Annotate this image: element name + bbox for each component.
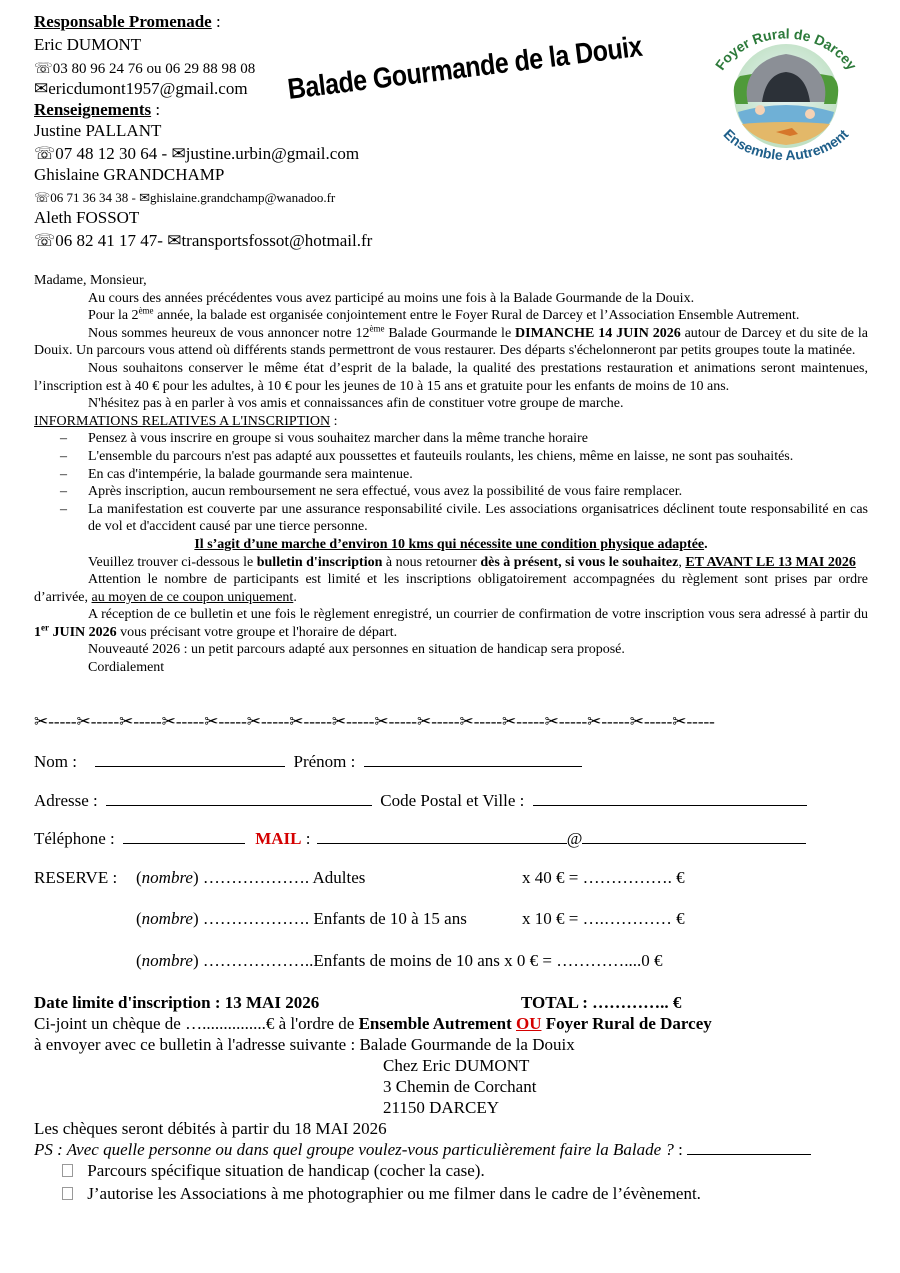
ps-field[interactable] [687,1140,811,1155]
phone-icon: ☏ [34,144,56,163]
adresse-label: Adresse : [34,791,98,810]
handicap-checkbox[interactable] [62,1164,73,1177]
date-limite: Date limite d'inscription : 13 MAI 2026 [34,993,320,1012]
prenom-field[interactable] [364,752,582,767]
checkbox-row [62,1161,485,1181]
envelope-icon: ✉ [171,144,186,163]
condition-notice: Il s’agit d’une marche d’environ 10 kms qui nécessite une condition physique adaptée. [194,536,708,552]
cut-line: ✂-----✂-----✂-----✂-----✂-----✂-----✂-----✂-----✂-----✂-----✂-----✂-----✂-----✂-----✂-----✂----- [34,712,715,731]
page-title: Balade Gourmande de la Douix [285,30,644,107]
nom-row [34,752,582,772]
phone-icon: ☏ [34,61,53,77]
paragraph: Au cours des années précédentes vous avez participé au moins une fois à la Balade Gourmande de la Douix. [88,290,695,306]
reserve-label: RESERVE : [34,868,118,887]
responsable-name: Eric DUMONT [34,35,142,54]
checkbox-label: J’autorise les Associations à me photographier ou me filmer dans le cadre de l’évènement. [87,1184,701,1203]
list-item: – La manifestation est couverte par une assurance responsabilité civile. Les associations organisatrices déclinent toute responsabilité en cas de vol et d'accident causé par une tierce personne. [60,501,868,535]
paragraph: Veuillez trouver ci-dessous le bulletin d'inscription à nous retourner dès à présent, si vous le souhaitez, ET AVANT LE 13 MAI 2026 [88,554,856,570]
reserve-row-youth: (nombre) ………………. Enfants de 10 à 15 ans [136,909,467,928]
paragraph: Pour la 2ème année, la balade est organisée conjointement entre le Foyer Rural de Darcey et l’Association Ensemble Autrement. [88,305,800,324]
checkbox-row [62,1184,701,1204]
ps-question: PS : Avec quelle personne ou dans quel groupe voulez-vous particulièrement faire la Balade ? : [34,1140,811,1160]
paragraph: N'hésitez pas à en parler à vos amis et connaissances afin de constituer votre groupe de marche. [88,396,624,412]
foyer-rural-logo [706,24,866,174]
adresse-field[interactable] [106,791,372,806]
phone-icon: ☏ [34,231,56,250]
info-list [34,430,868,536]
logo-text-top: Foyer Rural de Darcey [711,25,861,73]
cp-ville-field[interactable] [533,791,807,806]
total: TOTAL : ………….. € [521,993,682,1012]
contact-name: Aleth FOSSOT [34,208,140,227]
mail-domain-field[interactable] [582,829,806,844]
adresse-row [34,791,807,811]
checkbox-label: Parcours spécifique situation de handicap (cocher la case). [87,1161,485,1180]
paragraph: Nouveauté 2026 : un petit parcours adapté aux personnes en situation de handicap sera proposé. [88,642,625,658]
cp-label: Code Postal et Ville : [380,791,525,810]
mail-label: MAIL [255,829,302,848]
reserve-price-youth: x 10 € = ….………… € [522,909,685,928]
paragraph: Attention le nombre de participants est limité et les inscriptions obligatoirement accompagnées du règlement sont prises par ordre d’arrivée, au moyen de ce coupon uniquement. [34,572,868,605]
telephone-row: Téléphone : MAIL : @ [34,829,806,849]
nom-field[interactable] [95,752,285,767]
telephone-field[interactable] [123,829,245,844]
contact-line: ☏06 71 36 34 38 - ✉ghislaine.grandchamp@wanadoo.fr [34,190,336,205]
info-heading: INFORMATIONS RELATIVES A L'INSCRIPTION : [34,413,338,429]
logo-graphic [706,24,866,174]
reserve-row-adults: (nombre) ………………. Adultes [136,868,366,887]
phone-icon: ☏ [34,190,51,205]
envelope-icon: ✉ [139,190,151,205]
at-sign: @ [566,829,583,848]
list-item: – Pensez à vous inscrire en groupe si vous souhaitez marcher dans la même tranche horaire [60,431,588,447]
list-item: – L'ensemble du parcours n'est pas adapté aux poussettes et fauteuils roulants, les chiens, même en laisse, ne sont pas souhaités. [60,448,794,464]
paragraph: A réception de ce bulletin et une fois le règlement enregistré, un courrier de confirmation de votre inscription vous sera adressé à partir du 1er JUIN 2026 vous précisant votre groupe et l'horaire de départ. [34,607,868,640]
contact-line: ☏07 48 12 30 64 - ✉justine.urbin@gmail.com [34,144,360,163]
closing: Cordialement [88,660,165,676]
renseignements-heading: Renseignements : [34,100,161,119]
telephone-label: Téléphone : [34,829,115,848]
contact-name: Ghislaine GRANDCHAMP [34,165,225,184]
list-item: – Après inscription, aucun remboursement ne sera effectué, vous avez la possibilité de vous faire remplacer. [60,484,683,500]
contact-name: Justine PALLANT [34,121,162,140]
cheque-line: Ci-joint un chèque de …...............€ à l'ordre de Ensemble Autrement OU Foyer Rural de Darcey [34,1014,712,1033]
send-to: à envoyer avec ce bulletin à l'adresse suivante : Balade Gourmande de la Douix [34,1035,575,1054]
envelope-icon: ✉ [167,231,182,250]
letter-body [34,272,868,677]
contact-line: ☏06 82 41 17 47- ✉transportsfossot@hotmail.fr [34,231,373,250]
paragraph: Nous souhaitons conserver le même état d’esprit de la balade, la qualité des prestations restauration et animations seront maintenues, l’inscription est à 40 € pour les adultes, à 10 € pour les jeunes de 10 à 15 ans et gratuite pour les enfants de moins de 10 ans. [34,360,868,394]
list-item: – En cas d'intempérie, la balade gourmande sera maintenue. [60,466,413,482]
mail-user-field[interactable] [317,829,567,844]
greeting: Madame, Monsieur, [34,273,147,288]
responsable-phones: ☏03 80 96 24 76 ou 06 29 88 98 08 [34,61,256,77]
paragraph: Nous sommes heureux de vous annoncer notre 12ème Balade Gourmande le DIMANCHE 14 JUIN 2026 autour de Darcey et du site de la Douix. Un parcours vous attend où différents stands permettront de vous restaurer. Des départs s'échelonneront par petits groupes toute la matinée. [34,323,869,359]
prenom-label: Prénom : [293,752,356,771]
responsable-email: ✉ericdumont1957@gmail.com [34,79,248,98]
reserve-price-adults: x 40 € = ……………. € [522,868,685,887]
debit-note: Les chèques seront débités à partir du 18 MAI 2026 [34,1119,387,1138]
nom-label: Nom : [34,752,77,771]
responsable-heading: Responsable Promenade : [34,12,221,31]
envelope-icon: ✉ [34,79,49,98]
address-line: 21150 DARCEY [383,1098,500,1117]
photo-consent-checkbox[interactable] [62,1187,73,1200]
reserve-row-children: (nombre) ………………..Enfants de moins de 10 ans x 0 € = …………....0 € [136,951,663,970]
address-line: Chez Eric DUMONT [383,1056,530,1075]
address-line: 3 Chemin de Corchant [383,1077,537,1096]
logo-text-bottom: Ensemble Autrement [720,125,852,164]
